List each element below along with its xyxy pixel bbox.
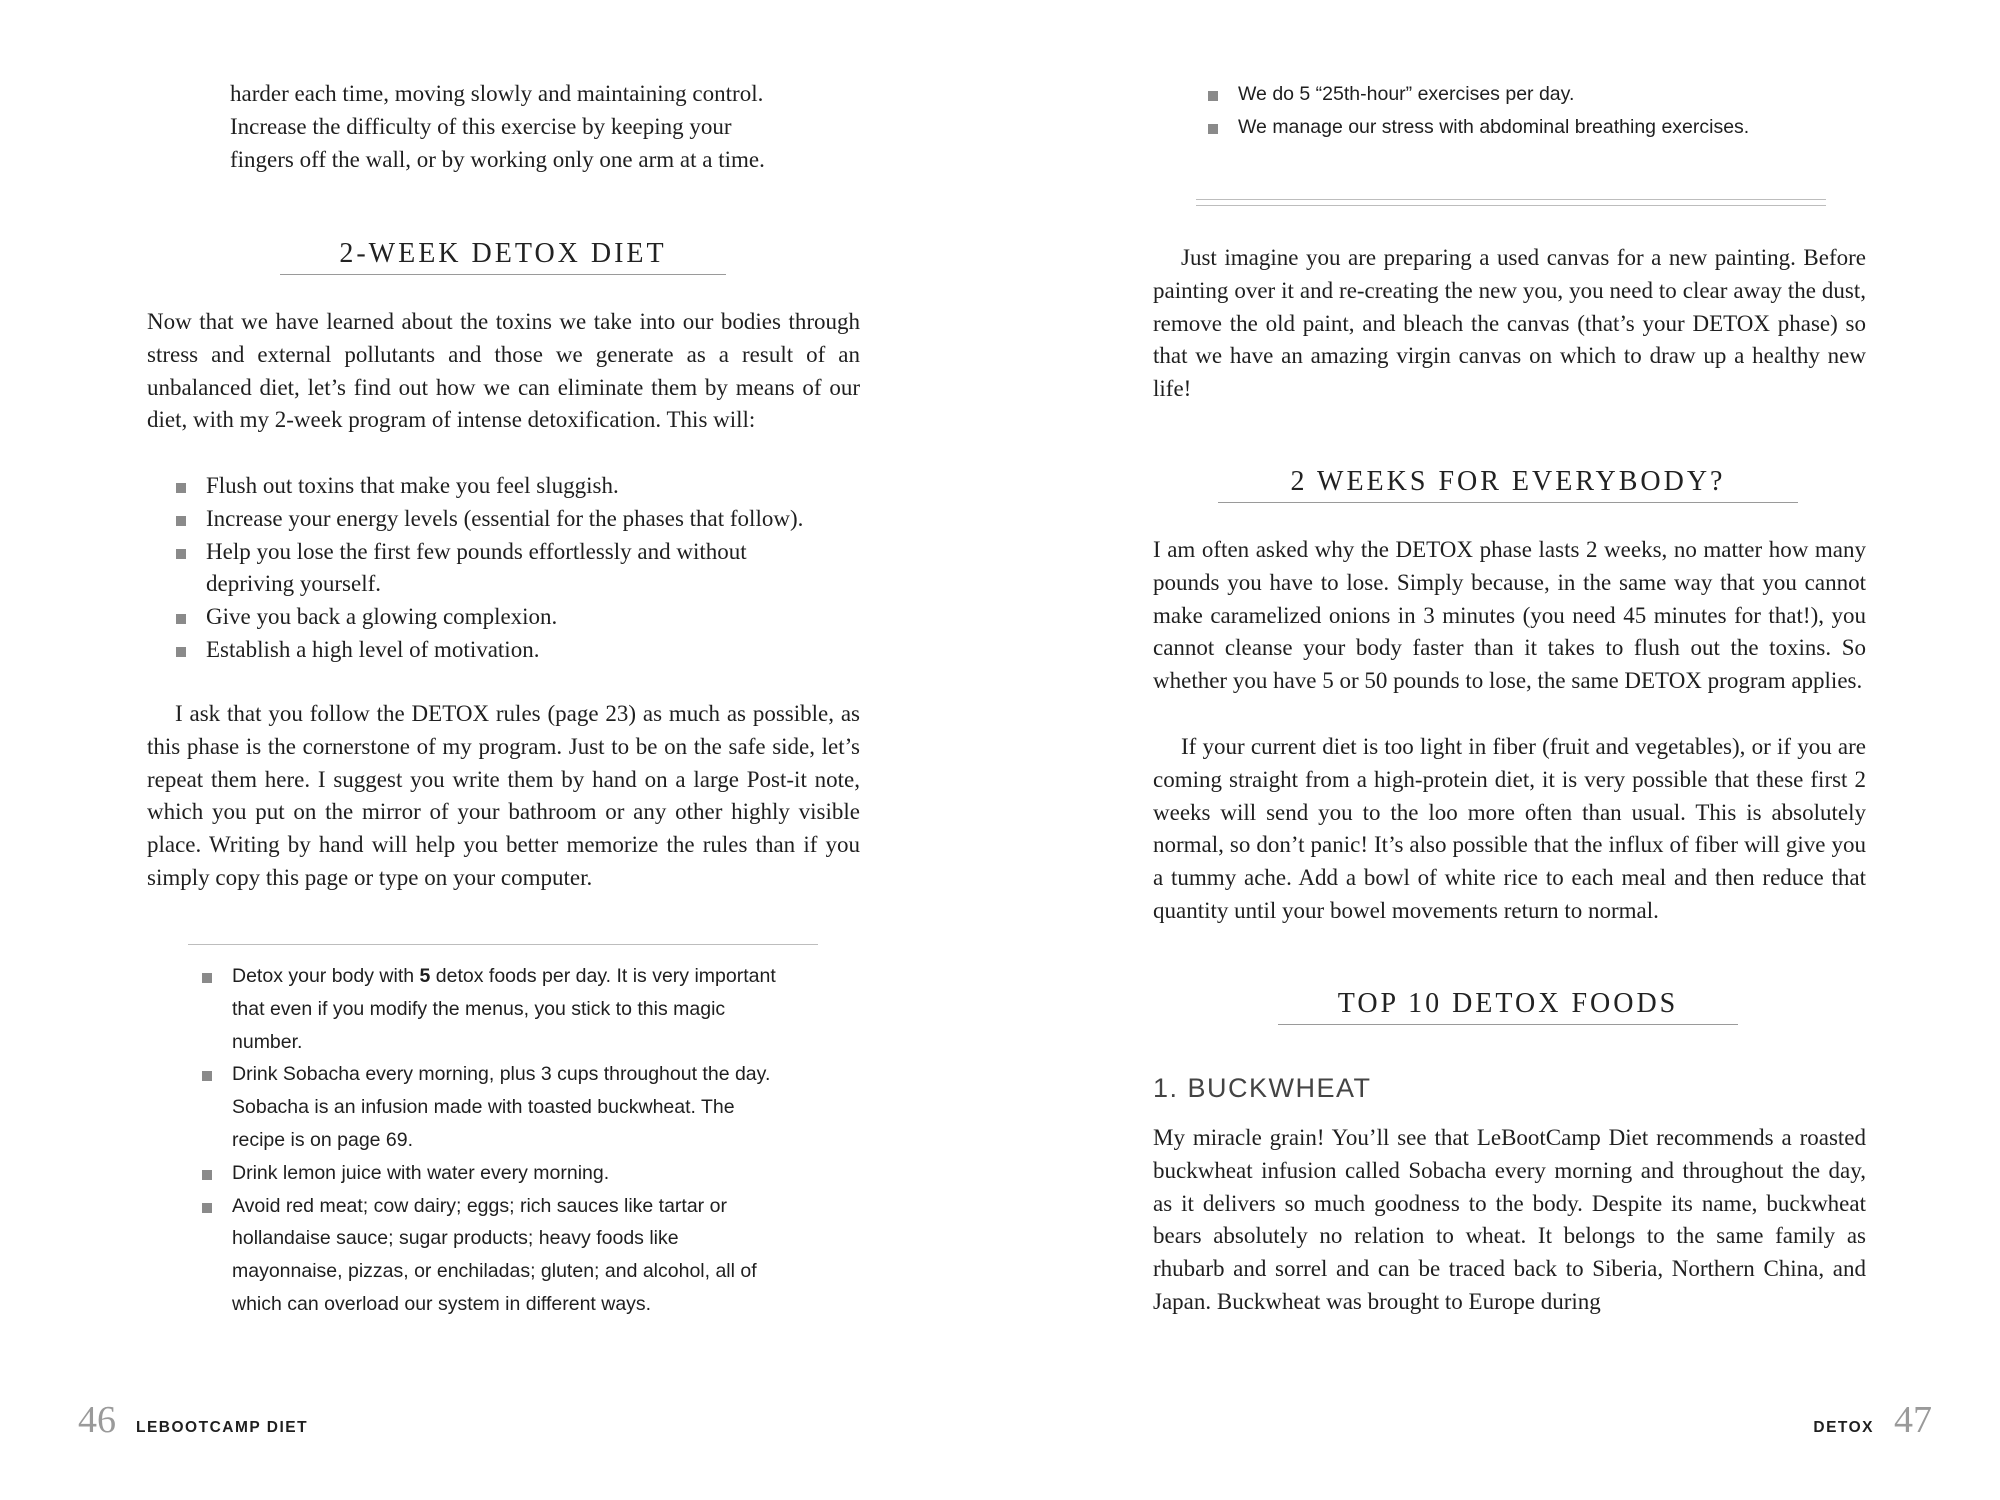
box-bottom-divider	[1196, 199, 1826, 200]
list-item: Avoid red meat; cow dairy; eggs; rich sauces like tartar or hollandaise sauce; sugar products; heavy foods like mayonnaise, pizzas, or enchiladas; gluten; and alcohol, all of which can overload our system in different ways.	[202, 1190, 790, 1321]
running-header: DETOX	[1813, 1419, 1874, 1436]
section-heading-2-weeks-for-everybody: 2 WEEKS FOR EVERYBODY?	[1218, 466, 1798, 503]
list-item: Drink Sobacha every morning, plus 3 cups throughout the day. Sobacha is an infusion made with toasted buckwheat. The recipe is on page 69.	[202, 1058, 790, 1156]
list-item: Establish a high level of motivation.	[176, 634, 836, 667]
right-page	[1000, 0, 2000, 1500]
two-weeks-paragraph: I am often asked why the DETOX phase lasts 2 weeks, no matter how many pounds you have to lose. Simply because, in the same way that you cannot make caramelized onions in 3 minutes (you need 45 minutes for that!), you cannot cleanse your body faster than it takes to flush out the toxins. So whether you have 5 or 50 pounds to lose, the same DETOX program applies.	[1153, 537, 1866, 694]
intro-line: fingers off the wall, or by working only one arm at a time.	[230, 146, 765, 172]
rule-count: 5	[419, 965, 431, 987]
detox-intro-paragraph: Now that we have learned about the toxins we take into our bodies through stress and external pollutants and those we generate as a result of an unbalanced diet, let’s find out how we can eliminate them by means of our diet, with my 2-week program of intense detoxification. This will:	[147, 309, 860, 433]
list-item: We manage our stress with abdominal breathing exercises.	[1208, 111, 1768, 144]
left-folio	[78, 1398, 308, 1442]
list-item: Help you lose the first few pounds effortlessly and without depriving yourself.	[176, 536, 836, 602]
detox-rules-list	[202, 960, 790, 1321]
list-item: Drink lemon juice with water every morning.	[202, 1157, 790, 1190]
page-number: 46	[78, 1399, 116, 1441]
section-heading-2-week-detox-diet: 2-WEEK DETOX DIET	[280, 238, 726, 275]
list-item	[202, 960, 790, 1058]
list-item: We do 5 “25th-hour” exercises per day.	[1208, 78, 1768, 111]
exercise-list	[1208, 78, 1768, 144]
intro-line: Increase the difficulty of this exercise by keeping your	[230, 113, 732, 139]
section-heading-top-10-detox-foods: TOP 10 DETOX FOODS	[1278, 988, 1738, 1025]
intro-text	[230, 78, 870, 176]
list-item: Flush out toxins that make you feel sluggish.	[176, 470, 836, 503]
rule-text: Detox your body with	[232, 965, 420, 987]
running-header: LEBOOTCAMP DIET	[136, 1419, 309, 1436]
detox-benefits-list	[176, 470, 836, 667]
buckwheat-subheading: 1. BUCKWHEAT	[1153, 1073, 1372, 1103]
rules-divider	[188, 944, 818, 945]
rule-text: detox foods per day. It is very important that even if you modify the menus, you stick to this magic number.	[232, 965, 776, 1053]
detox-rules-paragraph: I ask that you follow the DETOX rules (page 23) as much as possible, as this phase is the cornerstone of my program. Just to be on the safe side, let’s repeat them here. I suggest you write them by hand on a large Post-it note, which you put on the mirror of your bathroom or any other highly visible place. Writing by hand will help you better memorize the rules than if you simply copy this page or type on your computer.	[147, 701, 860, 890]
fiber-paragraph: If your current diet is too light in fiber (fruit and vegetables), or if you are coming straight from a high-protein diet, it is very possible that these first 2 weeks will send you to the loo more often than usual. This is absolutely normal, so don’t panic! It’s also possible that the influx of fiber will give you a tummy ache. Add a bowl of white rice to each meal and then reduce that quantity until your bowel movements return to normal.	[1153, 734, 1866, 923]
buckwheat-paragraph: My miracle grain! You’ll see that LeBootCamp Diet recommends a roasted buckwheat infusion called Sobacha every morning and throughout the day, as it delivers so much goodness to the body. Despite its name, buckwheat bears absolutely no relation to wheat. It belongs to the same family as rhubarb and sorrel and can be traced back to Siberia, Northern China, and Japan. Buckwheat was brought to Europe during	[1153, 1125, 1866, 1314]
box-bottom-divider	[1196, 205, 1826, 206]
list-item: Increase your energy levels (essential for the phases that follow).	[176, 503, 836, 536]
list-item: Give you back a glowing complexion.	[176, 601, 836, 634]
canvas-paragraph: Just imagine you are preparing a used canvas for a new painting. Before painting over it and re-creating the new you, you need to clear away the dust, remove the old paint, and bleach the canvas (that’s your DETOX phase) so that we have an amazing virgin canvas on which to draw up a healthy new life!	[1153, 245, 1866, 402]
intro-line: harder each time, moving slowly and maintaining control.	[230, 81, 764, 106]
page-number: 47	[1894, 1399, 1932, 1441]
right-folio	[1813, 1398, 1932, 1442]
